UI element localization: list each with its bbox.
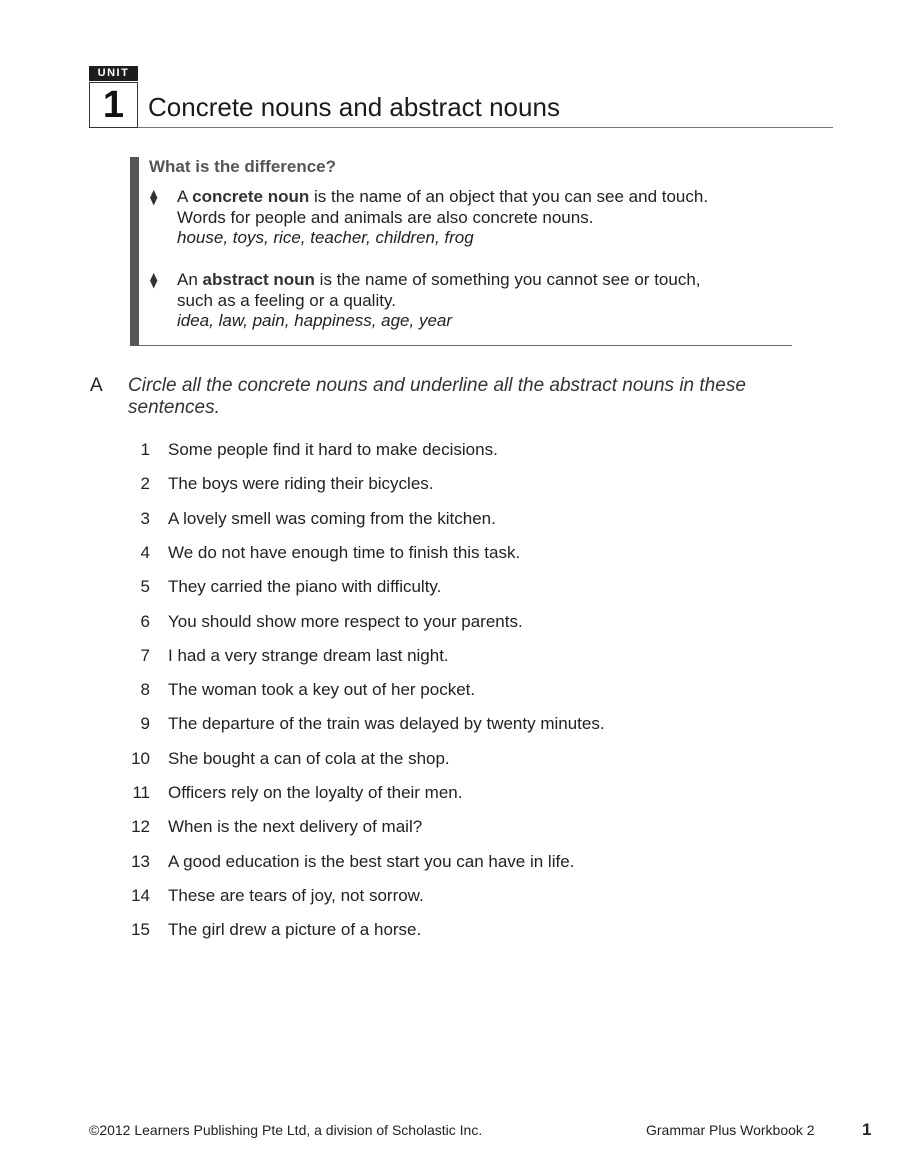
item-sentence: The boys were riding their bicycles. [168,474,434,493]
item-number: 6 [140,612,150,631]
item-number: 7 [140,646,150,665]
item-sentence: A good education is the best start you can have in life. [168,852,575,871]
section-letter: A [90,375,103,396]
footer-copyright: ©2012 Learners Publishing Pte Ltd, a division of Scholastic Inc. [89,1122,483,1138]
item-sentence: Officers rely on the loyalty of their men. [168,783,463,802]
item-number: 9 [140,714,150,733]
page-title: Concrete nouns and abstract nouns [148,92,560,122]
item-sentence: A lovely smell was coming from the kitchen. [168,509,496,528]
page-number: 1 [862,1120,872,1139]
item-number: 11 [132,783,150,802]
concrete-noun-definition: A concrete noun is the name of an object that you can see and touch. Words for people and animals are also concrete nouns. house, toys, rice, teacher, children, frog [177,187,709,247]
abstract-noun-term: abstract noun [202,270,315,289]
item-number: 15 [131,920,150,939]
concrete-noun-examples: house, toys, rice, teacher, children, frog [177,228,474,247]
item-sentence: You should show more respect to your parents. [168,612,523,631]
item-sentence: The woman took a key out of her pocket. [168,680,476,699]
item-number: 14 [131,886,150,905]
item-sentence: Some people find it hard to make decisions. [168,440,498,459]
abstract-noun-examples: idea, law, pain, happiness, age, year [177,311,453,330]
item-number: 5 [140,577,150,596]
item-number: 2 [140,474,150,493]
unit-number: 1 [89,82,138,128]
unit-tag: UNIT [89,66,138,81]
item-number: 1 [140,440,150,459]
footer-book-title: Grammar Plus Workbook 2 [646,1122,815,1138]
info-heading: What is the difference? [149,157,337,176]
item-sentence: When is the next delivery of mail? [168,817,423,836]
item-sentence: We do not have enough time to finish this task. [168,543,521,562]
item-sentence: She bought a can of cola at the shop. [168,749,450,768]
exercise-instruction: Circle all the concrete nouns and underline all the abstract nouns in these sentences. [128,375,746,418]
title-divider [138,127,833,128]
item-sentence: I had a very strange dream last night. [168,646,449,665]
item-number: 4 [140,543,150,562]
item-sentence: These are tears of joy, not sorrow. [168,886,424,905]
diamond-bullet-icon: ⧫ [150,272,158,289]
item-number: 3 [140,509,150,528]
item-number: 13 [131,852,150,871]
item-sentence: The girl drew a picture of a horse. [168,920,422,939]
abstract-noun-definition: An abstract noun is the name of something you cannot see or touch, such as a feeling or a quality. idea, law, pain, happiness, age, year [177,270,701,330]
concrete-noun-term: concrete noun [192,187,310,206]
item-sentence: The departure of the train was delayed by twenty minutes. [168,714,605,733]
item-number: 8 [140,680,150,699]
diamond-bullet-icon: ⧫ [150,189,158,206]
item-number: 10 [131,749,150,768]
item-sentence: They carried the piano with difficulty. [168,577,442,596]
item-number: 12 [131,817,150,836]
